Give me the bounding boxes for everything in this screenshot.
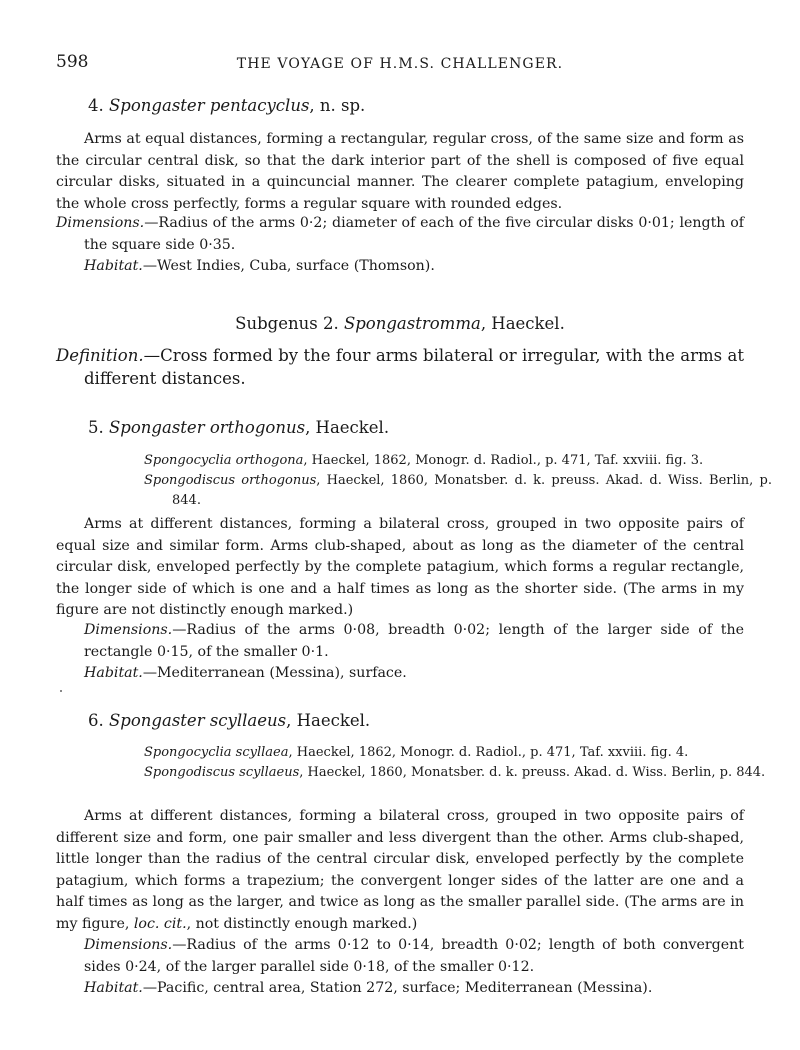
synonym-ref: , Haeckel, 1860, Monatsber. d. k. preuss. Akad. d. Wiss. Berlin, p. 844. — [299, 765, 766, 780]
habitat-text: —Mediterranean (Messina), surface. — [142, 665, 407, 681]
subgenus-heading — [0, 314, 800, 333]
running-title: THE VOYAGE OF H.M.S. CHALLENGER. — [236, 56, 564, 72]
synonym-name: Spongocyclia scyllaea — [144, 745, 289, 760]
loc-cit: loc. cit. — [133, 915, 187, 932]
dimensions-label: Dimensions. — [56, 215, 145, 231]
species-number: 6. — [88, 711, 104, 730]
habitat-label: Habitat. — [84, 980, 143, 996]
species-6-synonym-1 — [144, 743, 772, 763]
species-authority: , Haeckel. — [286, 711, 371, 730]
subgenus-definition — [56, 344, 744, 390]
synonym-name: Spongodiscus orthogonus — [144, 473, 317, 488]
species-5-habitat — [56, 663, 744, 685]
species-6-description — [56, 806, 744, 935]
species-6-dimensions — [56, 935, 744, 978]
species-authority: , n. sp. — [309, 96, 366, 115]
species-5-description: Arms at different distances, forming a bilateral cross, grouped in two opposite pairs of equal size and similar form. Arms club-shaped, about as long as the diameter of the central circular disk, enveloped perfectly by the complete patagium, which forms a regular rectangle, the longer side of which is one and a half times as long as the shorter side. (The arms in my figure are not distinctly enough marked.) — [56, 516, 744, 618]
subgenus-name: Spongastromma — [343, 314, 481, 333]
species-name: Spongaster scyllaeus — [109, 711, 287, 730]
subgenus-prefix: Subgenus 2. — [235, 314, 344, 333]
habitat-text: —Pacific, central area, Station 272, surface; Mediterranean (Messina). — [142, 980, 653, 996]
definition-text: —Cross formed by the four arms bilateral or irregular, with the arms at different distances. — [84, 346, 744, 388]
description-end: , not distinctly enough marked.) — [186, 915, 418, 932]
species-5-synonym-2 — [144, 471, 772, 511]
dimensions-label: Dimensions. — [84, 937, 173, 953]
species-4-dimensions — [56, 213, 744, 256]
dimensions-label: Dimensions. — [84, 622, 173, 638]
species-6-heading — [88, 711, 370, 730]
habitat-label: Habitat. — [84, 258, 143, 274]
synonym-name: Spongodiscus scyllaeus — [144, 765, 300, 780]
print-speck — [60, 690, 62, 692]
synonym-ref: , Haeckel, 1862, Monogr. d. Radiol., p. 471, Taf. xxviii. fig. 4. — [288, 745, 689, 760]
species-name: Spongaster pentacyclus — [109, 96, 310, 115]
dimensions-text: —Radius of the arms 0·2; diameter of each of the five circular disks 0·01; length of the square side 0·35. — [84, 215, 744, 253]
synonym-ref: , Haeckel, 1862, Monogr. d. Radiol., p. 471, Taf. xxviii. fig. 3. — [303, 453, 704, 468]
dimensions-text: —Radius of the arms 0·08, breadth 0·02; length of the larger side of the rectangle 0·15, of the smaller 0·1. — [84, 622, 744, 660]
species-4-description: Arms at equal distances, forming a rectangular, regular cross, of the same size and form as the circular central disk, so that the dark interior part of the shell is composed of five equal circular disks, situated in a quincuncial manner. The clearer complete patagium, enveloping the whole cross perfectly, forms a regular square with rounded edges. — [56, 131, 744, 212]
description-text: Arms at different distances, forming a bilateral cross, grouped in two opposite pairs of different size and form, one pair smaller and less divergent than the other. Arms club-shaped, little longer than the radius of the central circular disk, enveloped perfectly by the complete patagium, which forms a trapezium; the convergent longer sides of the latter are one and a half times as long as the larger, and twice as long as the smaller parallel side. (The arms are in my figure, — [56, 808, 744, 932]
subgenus-authority: , Haeckel. — [480, 314, 565, 333]
habitat-text: —West Indies, Cuba, surface (Thomson). — [142, 258, 435, 274]
species-4-heading — [88, 96, 365, 115]
synonym-name: Spongocyclia orthogona — [144, 453, 304, 468]
species-6-habitat — [56, 978, 744, 1000]
page-number: 598 — [56, 52, 89, 72]
species-5-heading — [88, 418, 389, 437]
species-6-synonym-2 — [144, 763, 772, 783]
definition-label: Definition. — [56, 346, 144, 365]
synonym-ref: , Haeckel, 1860, Monatsber. d. k. preuss. Akad. d. Wiss. Berlin, p. 844. — [172, 473, 772, 508]
species-number: 4. — [88, 96, 104, 115]
species-name: Spongaster orthogonus — [109, 418, 306, 437]
habitat-label: Habitat. — [84, 665, 143, 681]
species-4-habitat — [56, 256, 744, 278]
species-5-synonym-1 — [144, 451, 772, 471]
dimensions-text: —Radius of the arms 0·12 to 0·14, breadth 0·02; length of both convergent sides 0·24, of the larger parallel side 0·18, of the smaller 0·12. — [84, 937, 744, 975]
species-authority: , Haeckel. — [305, 418, 390, 437]
species-5-dimensions — [56, 620, 744, 663]
species-number: 5. — [88, 418, 104, 437]
